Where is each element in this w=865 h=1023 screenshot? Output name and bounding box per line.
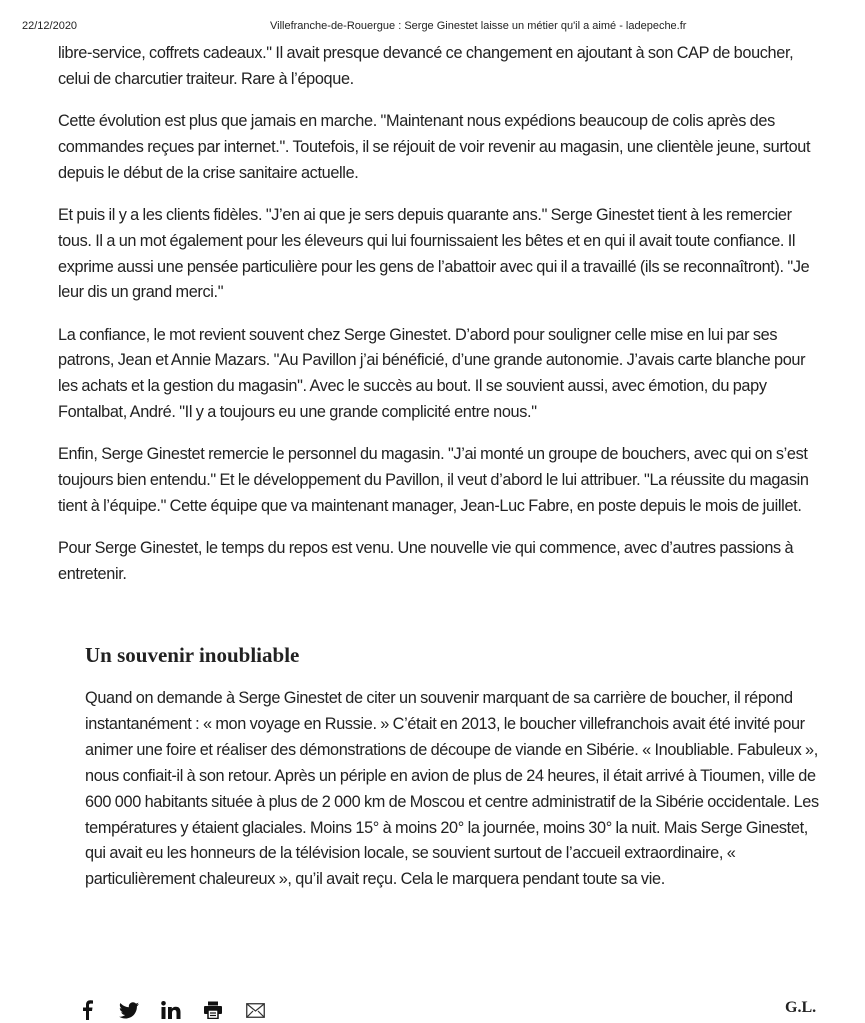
article-paragraph: Enfin, Serge Ginestet remercie le personnel du magasin. "J’ai monté un groupe de bouchers, avec qui on s’est toujours bien entendu." Et le développement du Pavillon, il veut d’abord le lui attribuer. "La réussite du magasin tient à l’équipe." Cette équipe que va maintenant manager, Jean-Luc Fabre, en poste depuis le mois de juillet. [58,445,809,515]
email-icon [246,1003,265,1018]
article-paragraph: Pour Serge Ginestet, le temps du repos est venu. Une nouvelle vie qui commence, avec d’autres passions à entretenir. [58,539,794,584]
sidebar-box [85,640,820,893]
print-date: 22/12/2020 [22,20,78,32]
print-icon [204,1001,222,1019]
print-header [0,20,865,36]
article-paragraph: La confiance, le mot revient souvent chez Serge Ginestet. D’abord pour souligner celle mise en lui par ses patrons, Jean et Annie Mazars. "Au Pavillon j’ai bénéficié, d’une grande autonomie. J’avais carte blanche pour les achats et la gestion du magasin". Avec le succès au bout. Il se souvient aussi, avec émotion, du papy Fontalbat, André. "Il y a toujours eu une grande complicité entre nous." [58,325,806,422]
share-facebook-button[interactable] [66,998,108,1022]
article-paragraph: libre-service, coffrets cadeaux." Il avait presque devancé ce changement en ajoutant à son CAP de boucher, celui de charcutier traiteur. Rare à l’époque. [58,44,794,88]
twitter-icon [119,1002,139,1019]
article-body [58,41,818,604]
share-twitter-button[interactable] [108,998,150,1022]
print-button[interactable] [192,998,234,1022]
article-paragraph: Cette évolution est plus que jamais en marche. "Maintenant nous expédions beaucoup de colis après des commandes reçues par internet.". Toutefois, il se réjouit de voir revenir au magasin, une clientèle jeune, surtout depuis le début de la crise sanitaire actuelle. [58,112,811,182]
author-signature: G.L. [785,999,817,1016]
linkedin-icon [161,1001,181,1019]
print-page-title: Villefranche-de-Rouergue : Serge Ginestet laisse un métier qu'il a aimé - ladepeche.fr [270,20,687,32]
share-bar [66,998,276,1022]
share-email-button[interactable] [234,998,276,1022]
sidebar-box-body: Quand on demande à Serge Ginestet de citer un souvenir marquant de sa carrière de boucher, il répond instantanément : « mon voyage en Russie. » C’était en 2013, le boucher villefranchois avait été invité pour animer une foire et réaliser des démonstrations de découpe de viande en Sibérie. « Inoubliable. Fabuleux », nous confiait-il à son retour. Après un périple en avion de plus de 24 heures, il était arrivé à Tioumen, ville de 600 000 habitants située à plus de 2 000 km de Moscou et centre administratif de la Sibérie occidentale. Les températures y étaient glaciales. Moins 15° à moins 20° la journée, moins 30° la nuit. Mais Serge Ginestet, qui avait eu les honneurs de la télévision locale, se souvient surtout de l’accueil extraordinaire, « particulièrement chaleureux », qu’il avait reçu. Cela le marquera pendant toute sa vie. [85,689,819,889]
share-linkedin-button[interactable] [150,998,192,1022]
article-paragraph: Et puis il y a les clients fidèles. "J’en ai que je sers depuis quarante ans." Serge Ginestet tient à les remercier tous. Il a un mot également pour les éleveurs qui lui fournissaient les bêtes et en qui il avait toute confiance. Il exprime aussi une pensée particulière pour les gens de l’abattoir avec qui il a travaillé (ils se reconnaîtront). "Je leur dis un grand merci." [58,205,810,302]
facebook-icon [81,1000,93,1020]
sidebar-box-heading: Un souvenir inoubliable [85,643,300,667]
